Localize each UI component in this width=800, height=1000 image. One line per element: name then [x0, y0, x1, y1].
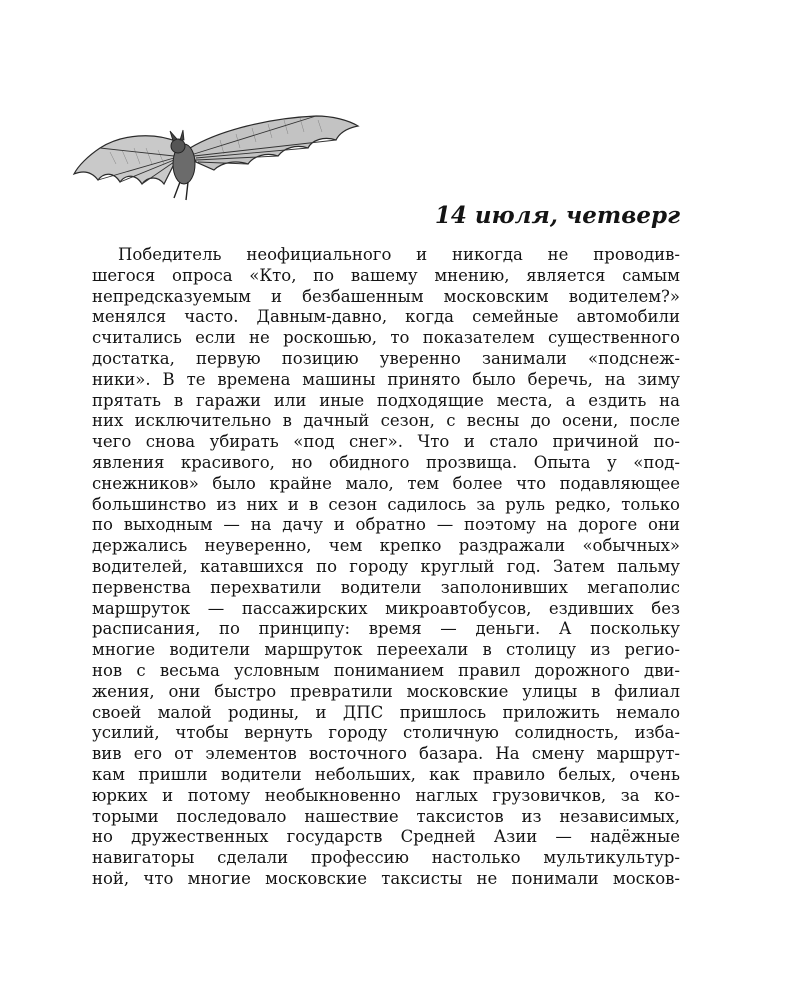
- paragraph-line: первенства перехватили водители заполонивших мегаполис: [92, 577, 680, 597]
- paragraph-line: менялся часто. Давным-давно, когда семейные автомобили: [92, 307, 680, 327]
- paragraph-line: усилий, чтобы вернуть городу столичную солидность, изба-: [92, 723, 680, 743]
- paragraph-line: своей малой родины, и ДПС пришлось приложить немало: [92, 702, 680, 722]
- paragraph-line: чего снова убирать «под снег». Что и стало причиной по-: [92, 432, 680, 452]
- paragraph-line: большинство из них и в сезон садилось за руль редко, только: [92, 494, 680, 514]
- paragraph-line: торыми последовало нашествие таксистов из независимых,: [92, 806, 680, 826]
- bat-illustration-icon: [70, 112, 370, 212]
- paragraph-line: навигаторы сделали профессию настолько мультикультур-: [92, 848, 680, 868]
- paragraph-line: достатка, первую позицию уверенно занимали «подснеж-: [92, 348, 680, 368]
- paragraph-line: явления красивого, но обидного прозвища. Опыта у «под-: [92, 452, 680, 472]
- paragraph-line: водителей, катавшихся по городу круглый год. Затем пальму: [92, 556, 680, 576]
- paragraph-line: Победитель неофициального и никогда не проводив-: [118, 245, 680, 264]
- paragraph-line: непредсказуемым и безбашенным московским водителем?»: [92, 286, 680, 306]
- paragraph-line: шегося опроса «Кто, по вашему мнению, является самым: [92, 265, 680, 285]
- paragraph-line: но дружественных государств Средней Азии — надёжные: [92, 827, 680, 847]
- paragraph-line: нов с весьма условным пониманием правил дорожного дви-: [92, 660, 680, 680]
- paragraph-line: жения, они быстро превратили московские улицы в филиал: [92, 681, 680, 701]
- chapter-heading: 14 июля, четверг: [434, 202, 680, 229]
- body-paragraph: [92, 245, 680, 890]
- paragraph-line: снежников» было крайне мало, тем более что подавляющее: [92, 473, 680, 493]
- paragraph-line: считались если не роскошью, то показателем существенного: [92, 328, 680, 348]
- paragraph-line: них исключительно в дачный сезон, с весны до осени, после: [92, 411, 680, 431]
- paragraph-line: по выходным — на дачу и обратно — поэтому на дороге они: [92, 515, 680, 535]
- paragraph-line: держались неуверенно, чем крепко раздражали «обычных»: [92, 536, 680, 556]
- paragraph-line: кам пришли водители небольших, как правило белых, очень: [92, 764, 680, 784]
- paragraph-line: многие водители маршруток переехали в столицу из регио-: [92, 640, 680, 660]
- paragraph-line: маршруток — пассажирских микроавтобусов, ездивших без: [92, 598, 680, 618]
- paragraph-line: прятать в гаражи или иные подходящие места, а ездить на: [92, 390, 680, 410]
- paragraph-line: вив его от элементов восточного базара. На смену маршрут-: [92, 744, 680, 764]
- paragraph-line: ники». В те времена машины принято было беречь, на зиму: [92, 369, 680, 389]
- paragraph-line: расписания, по принципу: время — деньги. А поскольку: [92, 619, 680, 639]
- paragraph-line: ной, что многие московские таксисты не понимали москов-: [92, 868, 680, 888]
- paragraph-line: юрких и потому необыкновенно наглых грузовичков, за ко-: [92, 785, 680, 805]
